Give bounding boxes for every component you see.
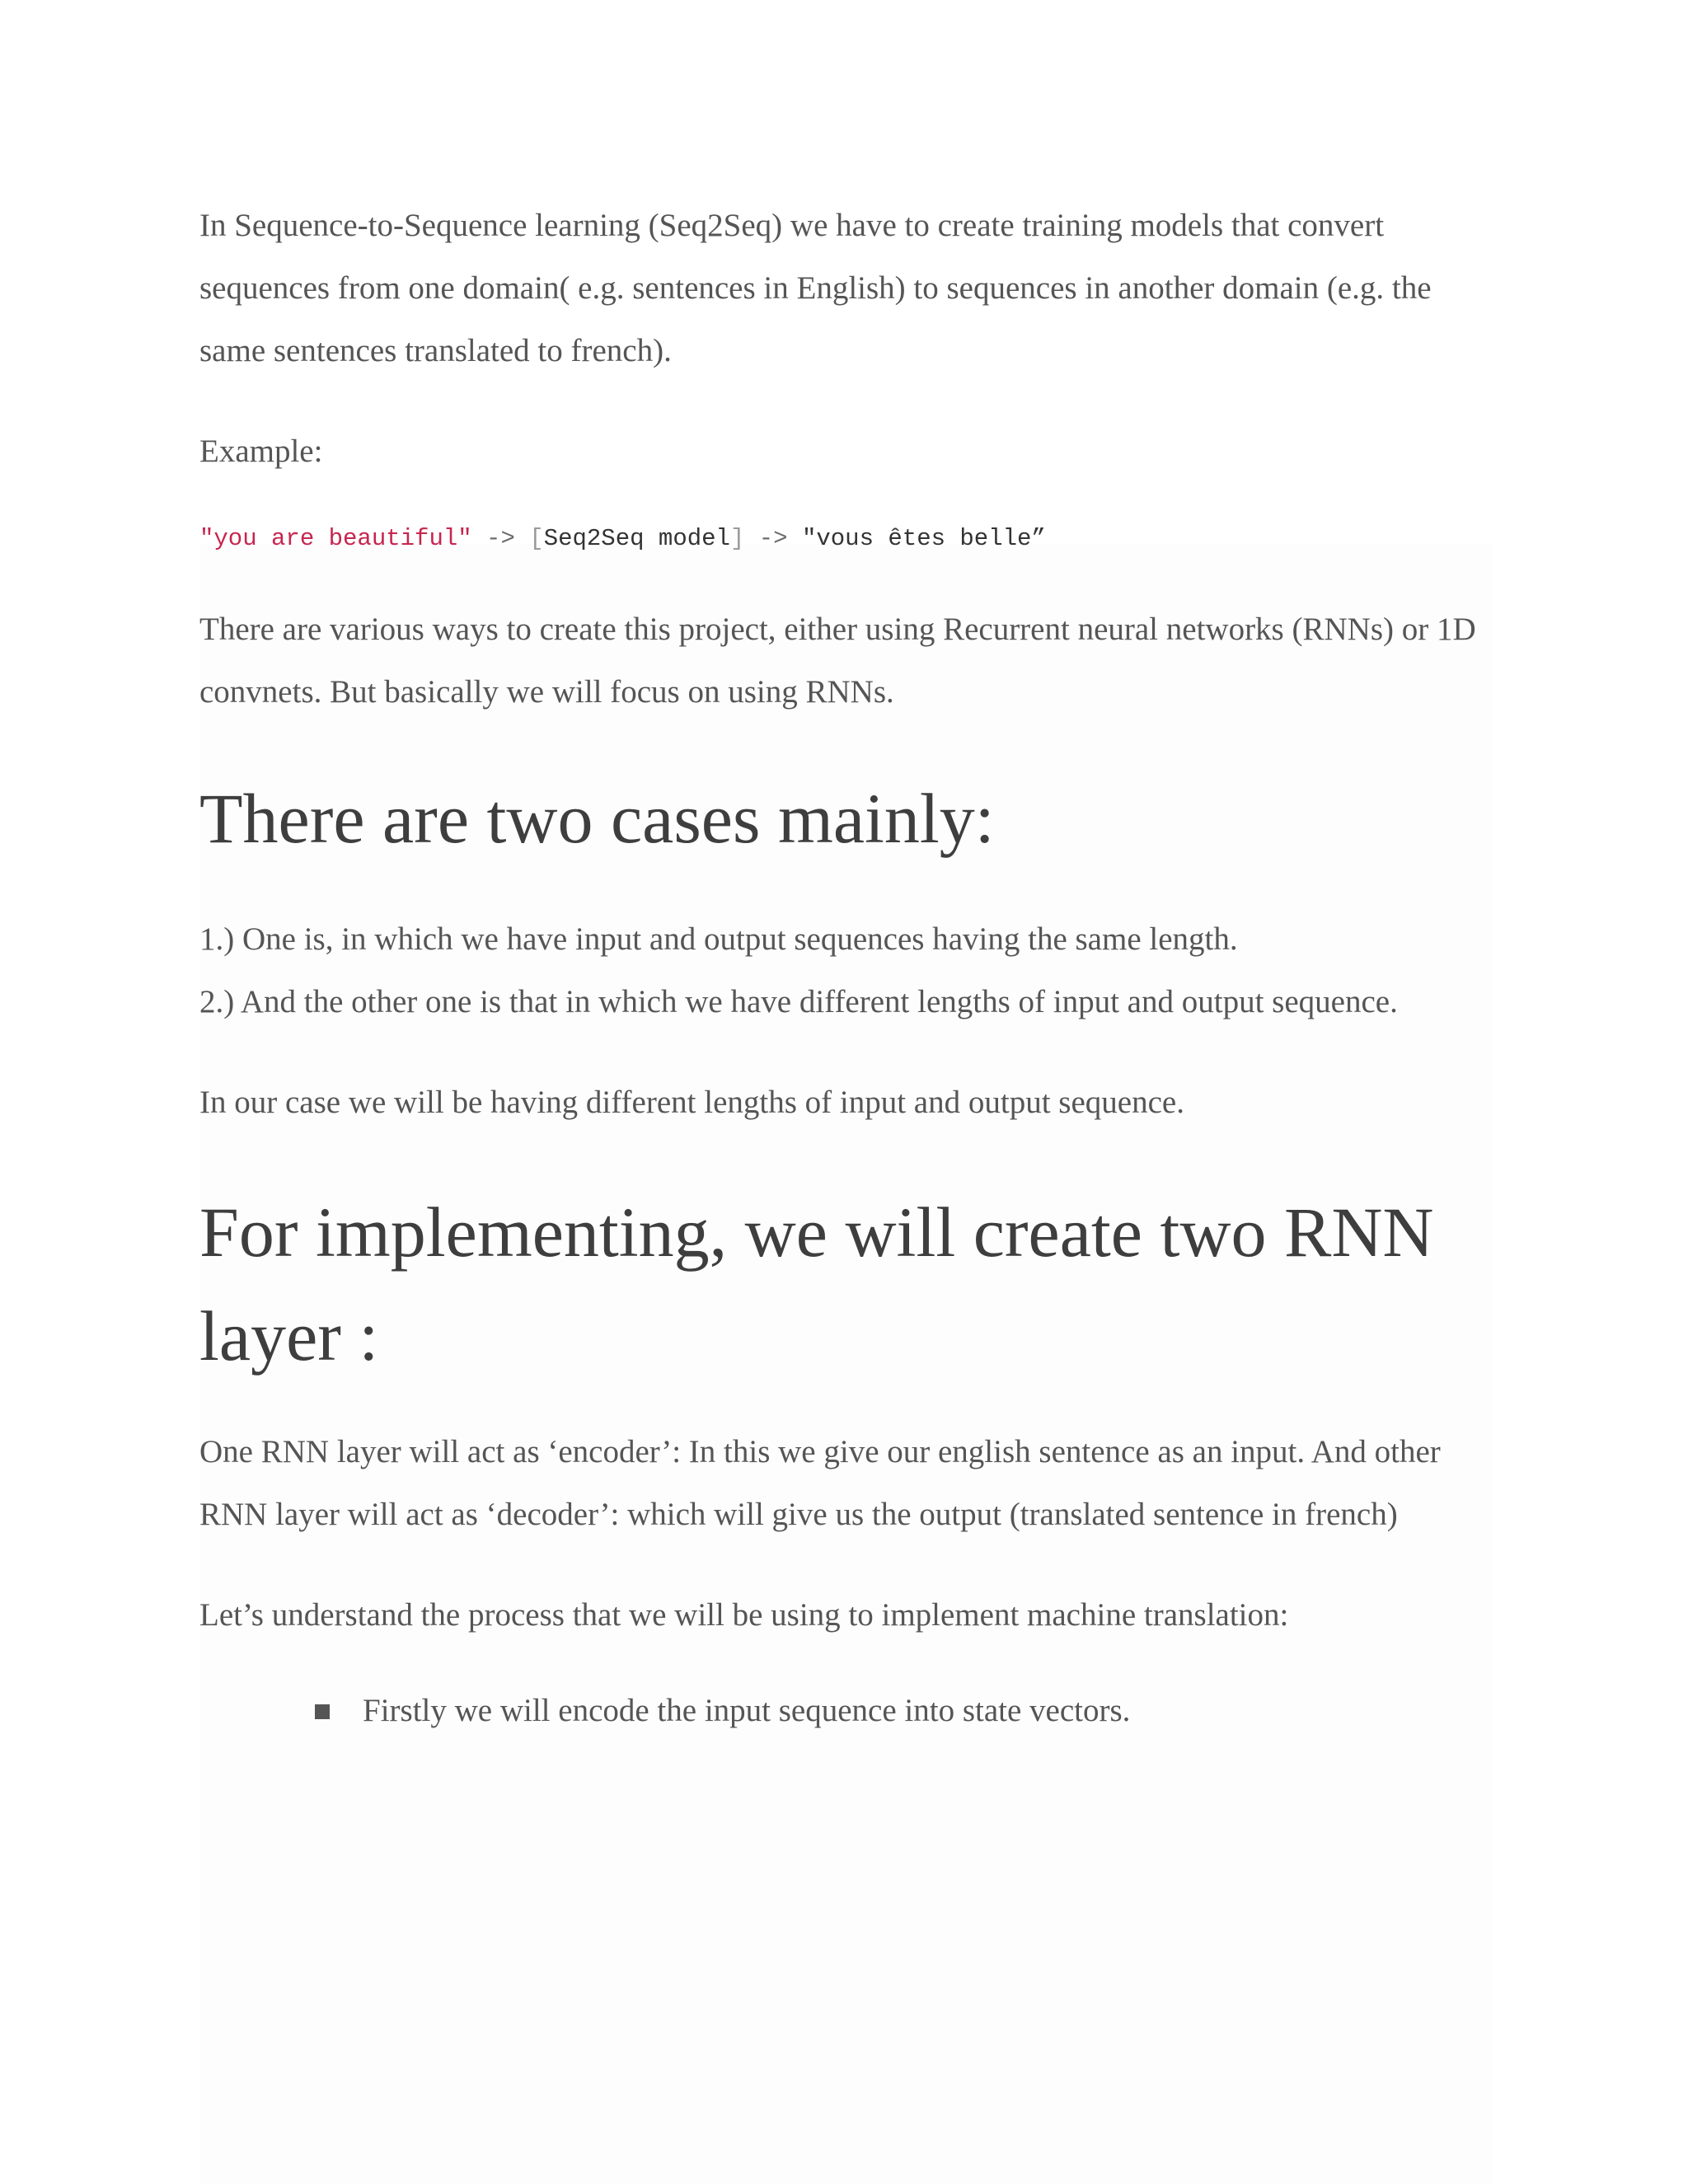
example-label: Example: xyxy=(199,434,323,469)
code-model-name: Seq2Seq model xyxy=(543,525,730,552)
our-case-paragraph: In our case we will be having different lengths of input and output sequence. xyxy=(199,1085,1184,1120)
heading-cases: There are two cases mainly: xyxy=(199,779,995,858)
understand-paragraph: Let’s understand the process that we will be using to implement machine translation: xyxy=(199,1597,1289,1633)
square-bullet-icon xyxy=(315,1704,330,1719)
code-output-string: "vous êtes belle” xyxy=(801,525,1046,552)
rnn-description-paragraph: One RNN layer will act as ‘encoder’: In this we give our english sentence as an input. And other RNN layer will act as ‘decoder’: which will give us the output (translated sentence in french) xyxy=(199,1434,1441,1532)
code-bracket-close: ] xyxy=(729,525,745,552)
intro-paragraph: In Sequence-to-Sequence learning (Seq2Seq) we have to create training models that convert sequences from one domain( e.g. sentences in English) to sequences in another domain (e.g. the same sentences translated to french). xyxy=(199,208,1432,368)
case-item-1: 1.) One is, in which we have input and output sequences having the same length. xyxy=(199,921,1238,957)
code-bracket-open: [ xyxy=(529,525,544,552)
code-arrow: -> xyxy=(471,525,530,552)
code-example xyxy=(199,523,1493,555)
code-arrow: -> xyxy=(744,525,802,552)
ways-paragraph: There are various ways to create this project, either using Recurrent neural networks (RNNs) or 1D convnets. But basically we will focus on using RNNs. xyxy=(199,612,1476,710)
code-input-string: "you are beautiful" xyxy=(199,525,472,552)
process-steps-list xyxy=(199,1680,1493,1742)
article-body xyxy=(199,194,1493,1742)
list-item-text: Firstly we will encode the input sequence into state vectors. xyxy=(363,1693,1131,1728)
case-item-2: 2.) And the other one is that in which we have different lengths of input and output sequence. xyxy=(199,984,1398,1019)
list-item xyxy=(315,1680,1493,1742)
cases-list xyxy=(199,908,1493,1033)
heading-implementing: For implementing, we will create two RNN layer : xyxy=(199,1193,1434,1376)
